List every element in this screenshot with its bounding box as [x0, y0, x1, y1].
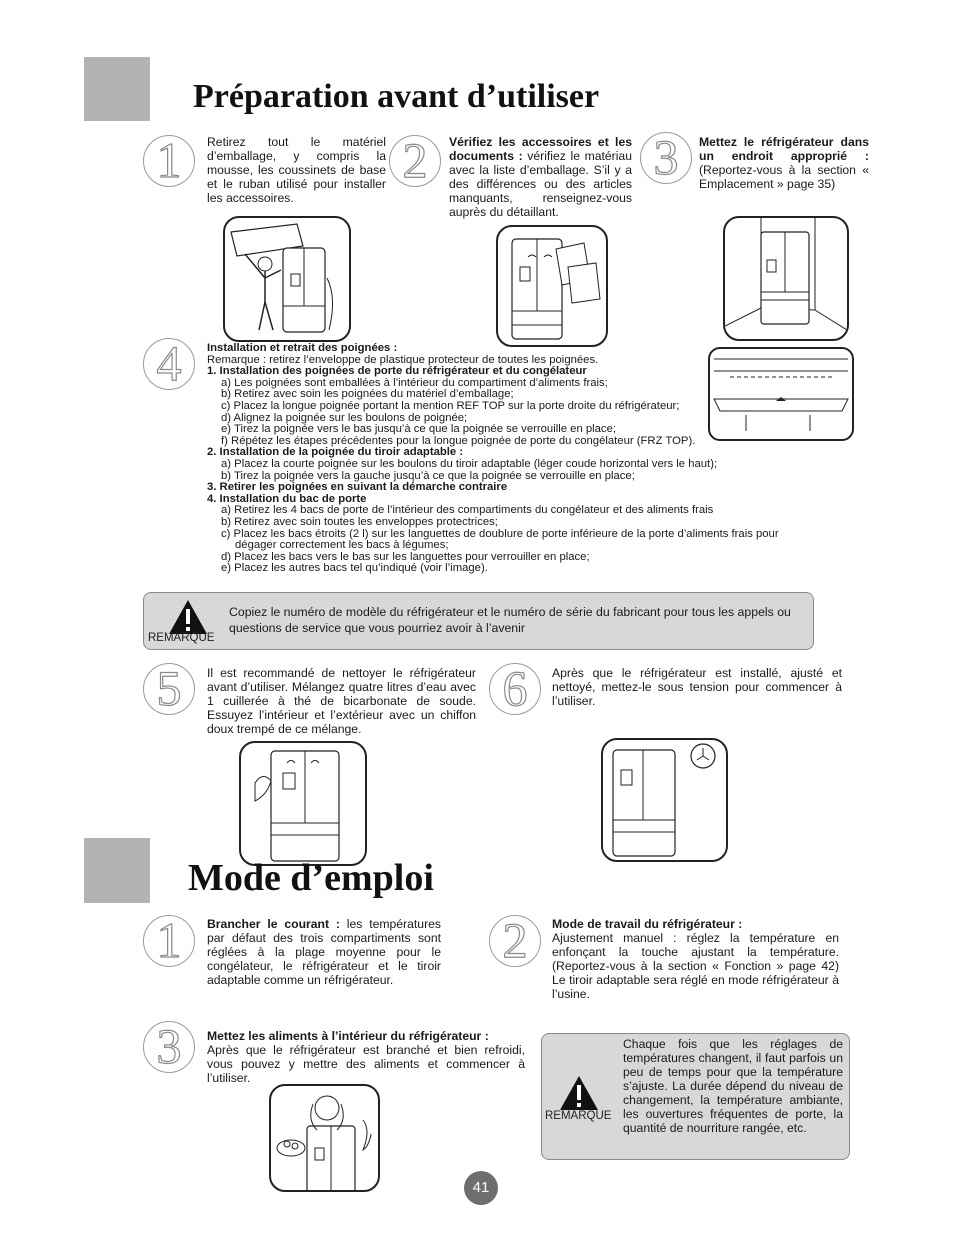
list-item: a) Retirez les 4 bacs de porte de l’intérieur des compartiments du congélateur et des aliments frais: [221, 504, 714, 517]
step-2-bold: Vérifiez les accessoires et les documents :: [449, 135, 632, 163]
step-2-body: vérifiez le matériau avec la liste d’emballage. S’il y a des différences ou des articles manquants, renseignez-vous auprès du détaillant.: [449, 149, 632, 219]
list-item: b) Tirez la poignée vers la gauche jusqu’à ce que la poignée se verrouille en place;: [221, 469, 635, 482]
power-on-drawing: [603, 740, 726, 860]
mode-step-2-bold: Mode de travail du réfrigérateur :: [552, 917, 743, 931]
step-3-text: [699, 135, 869, 191]
mode-step-1-body: les températures par défaut des trois compartiments sont réglées à la plage moyenne pour le congélateur, le réfrigérateur et le tiroir adaptable comme un réfrigérateur.: [207, 917, 441, 987]
mode-step-2-body: Ajustement manuel : réglez la température en enfonçant la touche ajustant la température. (Reportez-vous à la section « Fonction » page 42) Le tiroir adaptable sera réglé en mode réfrigérateur à l’usine.: [552, 931, 839, 1001]
mode-step-3-body: Après que le réfrigérateur est branché et bien refroidi, vous pouvez y mettre des aliments et commencer à l’utiliser.: [207, 1043, 525, 1085]
section-title: Mode d’emploi: [188, 857, 434, 899]
mode-step-3-bold: Mettez les aliments à l’intérieur du réfrigérateur :: [207, 1029, 489, 1043]
remark-text: Chaque fois que les réglages de températures changent, il faut parfois un peu de temps pour que la température s’ajuste. La durée dépend du niveau de changement, la température ambiante, les ouvertures fréquentes de porte, la quantité de nourriture rangée, etc.: [623, 1037, 843, 1135]
step-1-text: Retirez tout le matériel d’emballage, y compris la mousse, les coussinets de base et le ruban utilisé pour installer les accessoires.: [207, 135, 386, 205]
page-title: Préparation avant d’utiliser: [193, 78, 600, 115]
list-item: e) Tirez la poignée vers le bas jusqu’à ce que la poignée se verrouille en place;: [221, 423, 617, 436]
handle-illustration: [708, 347, 854, 441]
list-item: b) Retirez avec soin toutes les enveloppes protectrices;: [221, 515, 498, 528]
remark-text: Copiez le numéro de modèle du réfrigérateur et le numéro de série du fabricant pour tous les appels ou questions de service que vous pourriez avoir à l’avenir: [229, 605, 791, 635]
handle-drawing: [710, 349, 852, 439]
location-drawing: [725, 218, 847, 339]
handles-h1: 1. Installation des poignées de porte du réfrigérateur et du congélateur: [207, 365, 587, 378]
remark-label: REMARQUE: [545, 1110, 612, 1122]
warning-icon: [168, 599, 208, 635]
handles-h2: 2. Installation de la poignée du tiroir adaptable :: [207, 446, 464, 459]
handles-title: Installation et retrait des poignées :: [207, 342, 398, 354]
step-3-bold: Mettez le réfrigérateur dans un endroit approprié :: [699, 135, 869, 163]
mode-step-2-number: 2: [502, 912, 528, 968]
step-4-number: 4: [156, 335, 182, 391]
location-illustration: [723, 216, 849, 341]
step-3-body: (Reportez-vous à la section « Emplacement » page 35): [699, 163, 869, 191]
handles-h3: 3. Retirer les poignées en suivant la démarche contraire: [207, 481, 508, 494]
step-6-number: 6: [502, 660, 528, 716]
step-6-text: Après que le réfrigérateur est installé, ajusté et nettoyé, mettez-le sous tension pour commencer à l’utiliser.: [552, 666, 842, 708]
remark-label: REMARQUE: [148, 632, 215, 644]
step-5-number: 5: [156, 660, 182, 716]
mode-step-1-text: [207, 917, 441, 987]
cleaning-drawing: [241, 743, 365, 864]
step-2-number: 2: [402, 132, 428, 188]
mode-step-3-text: [207, 1029, 525, 1085]
list-item: a) Les poignées sont emballées à l’intérieur du compartiment d’aliments frais;: [221, 376, 608, 389]
list-item: dégager correctement les bacs à légumes;: [235, 539, 449, 552]
list-item: c) Placez la longue poignée portant la mention REF TOP sur la porte droite du réfrigérateur;: [221, 399, 680, 412]
section-marker: [84, 57, 150, 121]
mode-step-1-bold: Brancher le courant :: [207, 917, 340, 931]
handles-h4: 4. Installation du bac de porte: [207, 492, 367, 505]
step-3-number: 3: [653, 129, 679, 185]
warning-icon: [559, 1075, 599, 1111]
handles-remark: Remarque : retirez l’enveloppe de plastique protecteur de toutes les poignées.: [207, 353, 599, 366]
power-on-illustration: [601, 738, 728, 862]
mode-step-2-text: [552, 917, 839, 1001]
list-item: e) Placez les autres bacs tel qu’indiqué (voir l’image).: [221, 562, 488, 575]
list-item: a) Placez la courte poignée sur les boulons du tiroir adaptable (léger coude horizontal vers le haut);: [221, 457, 718, 470]
list-item: b) Retirez avec soin les poignées du matériel d’emballage;: [221, 388, 514, 401]
mode-step-1-number: 1: [156, 912, 182, 968]
list-item: d) Alignez la poignée sur les boulons de poignée;: [221, 411, 468, 424]
cleaning-illustration: [239, 741, 367, 866]
food-illustration: [269, 1084, 380, 1192]
step-2-text: [449, 135, 632, 219]
list-item: c) Placez les bacs étroits (2 l) sur les languettes de doublure de porte inférieure de la porte d’aliments frais pour: [221, 527, 779, 540]
unpacking-drawing: [225, 218, 349, 340]
mode-step-3-number: 3: [156, 1018, 182, 1074]
documents-drawing: [498, 227, 606, 345]
list-item: f) Répétez les étapes précédentes pour la longue poignée de porte du congélateur (FRZ TOP).: [221, 434, 696, 447]
section-marker: [84, 838, 150, 903]
food-drawing: [271, 1086, 378, 1190]
unpacking-illustration: [223, 216, 351, 342]
documents-illustration: [496, 225, 608, 347]
step-5-text: Il est recommandé de nettoyer le réfrigérateur avant d’utiliser. Mélangez quatre litres d’eau avec 1 cuillerée à thé de bicarbonate de soude. Essuyez l’intérieur et l’extérieur avec un chiffon doux trempé de ce mélange.: [207, 666, 476, 736]
list-item: d) Placez les bacs vers le bas sur les languettes pour verrouiller en place;: [221, 550, 590, 563]
remark-box: [541, 1033, 850, 1160]
remark-box: [143, 592, 814, 650]
page-number: 41: [464, 1171, 498, 1205]
step-1-number: 1: [156, 132, 182, 188]
